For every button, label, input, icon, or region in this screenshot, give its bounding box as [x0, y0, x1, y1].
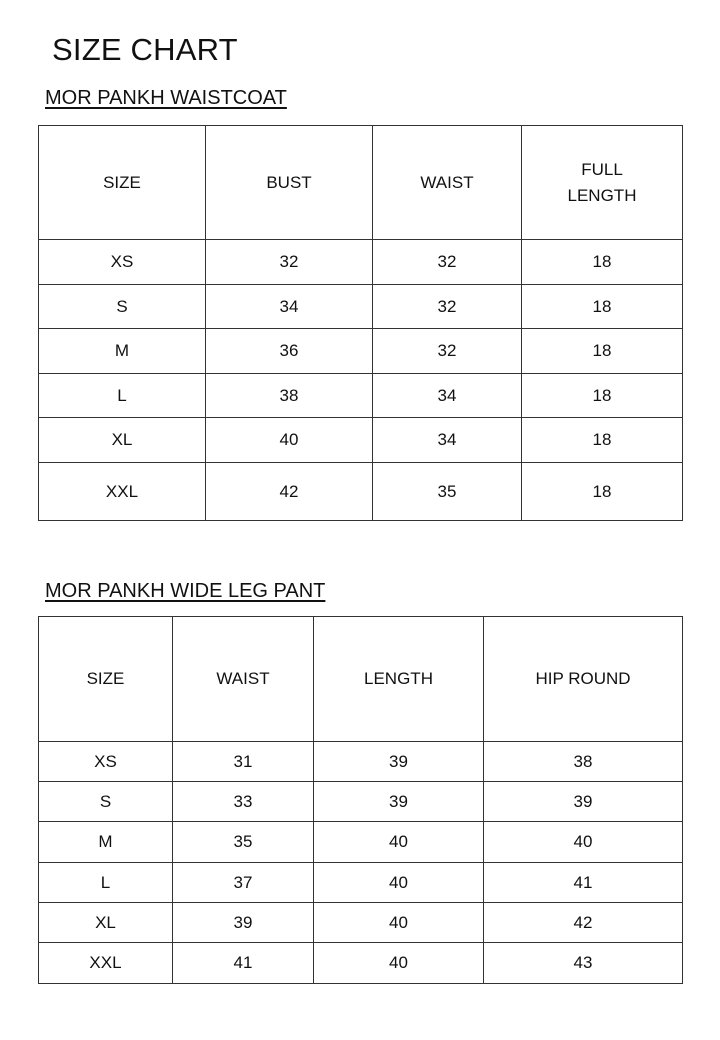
- cell-full-length: 18: [522, 374, 683, 418]
- column-header-line: FULL: [581, 159, 623, 179]
- cell-hip-round: 41: [484, 863, 683, 903]
- table-row: [39, 822, 683, 863]
- cell-size: M: [39, 822, 173, 863]
- cell-waist: 31: [173, 742, 314, 782]
- cell-size: S: [39, 782, 173, 822]
- cell-waist: 39: [173, 903, 314, 943]
- cell-length: 40: [314, 903, 484, 943]
- cell-hip-round: 39: [484, 782, 683, 822]
- cell-hip-round: 42: [484, 903, 683, 943]
- wide-leg-pant-size-table: [38, 616, 683, 984]
- cell-size: L: [39, 374, 206, 418]
- column-header-hip-round: HIP ROUND: [484, 617, 683, 742]
- page-title: SIZE CHART: [52, 32, 238, 67]
- column-header-size: SIZE: [39, 126, 206, 240]
- table-row: [39, 374, 683, 418]
- cell-waist: 32: [373, 329, 522, 374]
- table-row: [39, 285, 683, 329]
- cell-length: 39: [314, 742, 484, 782]
- cell-waist: 34: [373, 418, 522, 463]
- cell-size: XL: [39, 903, 173, 943]
- cell-size: S: [39, 285, 206, 329]
- table-row: [39, 943, 683, 984]
- cell-waist: 34: [373, 374, 522, 418]
- table-row: [39, 903, 683, 943]
- cell-waist: 32: [373, 285, 522, 329]
- cell-size: XS: [39, 240, 206, 285]
- column-header-size: SIZE: [39, 617, 173, 742]
- cell-length: 40: [314, 822, 484, 863]
- cell-bust: 40: [206, 418, 373, 463]
- cell-bust: 42: [206, 463, 373, 521]
- waistcoat-size-table: [38, 125, 683, 521]
- table-header-row: [39, 617, 683, 742]
- cell-waist: 35: [373, 463, 522, 521]
- cell-full-length: 18: [522, 329, 683, 374]
- cell-bust: 32: [206, 240, 373, 285]
- cell-hip-round: 43: [484, 943, 683, 984]
- column-header-full-length: [522, 126, 683, 240]
- cell-size: M: [39, 329, 206, 374]
- table-row: [39, 418, 683, 463]
- cell-size: XXL: [39, 943, 173, 984]
- cell-bust: 34: [206, 285, 373, 329]
- cell-length: 39: [314, 782, 484, 822]
- cell-full-length: 18: [522, 418, 683, 463]
- table-row: [39, 742, 683, 782]
- table-header-row: [39, 126, 683, 240]
- cell-bust: 38: [206, 374, 373, 418]
- cell-hip-round: 38: [484, 742, 683, 782]
- cell-waist: 32: [373, 240, 522, 285]
- column-header-bust: BUST: [206, 126, 373, 240]
- column-header-waist: WAIST: [373, 126, 522, 240]
- table-row: [39, 782, 683, 822]
- table-row: [39, 463, 683, 521]
- waistcoat-section-title: MOR PANKH WAISTCOAT: [45, 87, 287, 109]
- cell-size: XXL: [39, 463, 206, 521]
- column-header-length: LENGTH: [314, 617, 484, 742]
- table-row: [39, 329, 683, 374]
- cell-waist: 37: [173, 863, 314, 903]
- cell-waist: 33: [173, 782, 314, 822]
- cell-full-length: 18: [522, 463, 683, 521]
- cell-waist: 35: [173, 822, 314, 863]
- cell-bust: 36: [206, 329, 373, 374]
- cell-size: L: [39, 863, 173, 903]
- cell-length: 40: [314, 863, 484, 903]
- cell-size: XL: [39, 418, 206, 463]
- cell-hip-round: 40: [484, 822, 683, 863]
- column-header-line: LENGTH: [567, 185, 637, 205]
- wide-leg-pant-section-title: MOR PANKH WIDE LEG PANT: [45, 580, 326, 602]
- cell-full-length: 18: [522, 240, 683, 285]
- cell-length: 40: [314, 943, 484, 984]
- table-row: [39, 240, 683, 285]
- cell-size: XS: [39, 742, 173, 782]
- cell-waist: 41: [173, 943, 314, 984]
- column-header-waist: WAIST: [173, 617, 314, 742]
- table-row: [39, 863, 683, 903]
- cell-full-length: 18: [522, 285, 683, 329]
